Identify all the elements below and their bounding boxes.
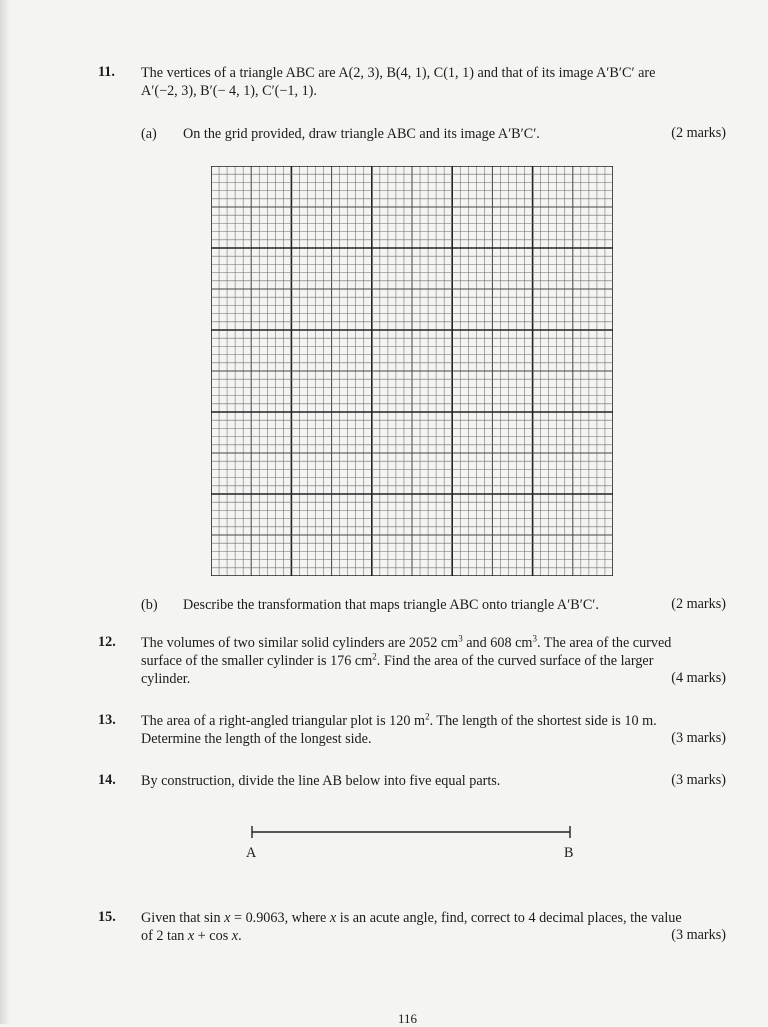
q15-variable: x bbox=[231, 928, 239, 944]
q12-superscript: 3 bbox=[458, 633, 463, 644]
page-edge-shadow bbox=[0, 0, 10, 1024]
q13-superscript: 2 bbox=[425, 711, 430, 722]
question-11a-label: (a) bbox=[141, 126, 157, 142]
question-11-number: 11. bbox=[98, 64, 115, 80]
q12-text-part: The volumes of two similar solid cylinders are 2052 cm bbox=[141, 635, 459, 651]
line-ab[interactable] bbox=[245, 822, 580, 842]
q13-text-part: . The length of the shortest side is 10 m. bbox=[429, 713, 657, 729]
question-15-text bbox=[141, 909, 731, 945]
q12-superscript: 2 bbox=[372, 651, 377, 662]
question-11a-text: On the grid provided, draw triangle ABC and its image A′B′C′. bbox=[183, 126, 540, 142]
question-11-line-1: The vertices of a triangle ABC are A(2, 3), B(4, 1), C(1, 1) and that of its image A′B′C′ are bbox=[141, 65, 656, 81]
question-13-number: 13. bbox=[98, 712, 116, 728]
q15-variable: x bbox=[187, 928, 195, 944]
q15-text-part: is an acute angle, find, correct to 4 decimal places, the value bbox=[336, 910, 682, 926]
q15-text-part: + cos bbox=[194, 928, 232, 944]
q15-variable: x bbox=[329, 910, 337, 926]
point-a-label: A bbox=[246, 845, 257, 861]
q15-text-part: of 2 tan bbox=[141, 928, 188, 944]
question-11b-marks: (2 marks) bbox=[671, 596, 726, 612]
q12-superscript: 3 bbox=[532, 633, 537, 644]
question-12-text bbox=[141, 634, 731, 688]
question-11a-marks: (2 marks) bbox=[671, 125, 726, 141]
question-11b-text: Describe the transformation that maps triangle ABC onto triangle A′B′C′. bbox=[183, 597, 599, 613]
page-number: 116 bbox=[398, 1011, 418, 1026]
question-14-marks: (3 marks) bbox=[671, 772, 726, 788]
graph-grid[interactable] bbox=[211, 166, 613, 576]
q15-text-part: . bbox=[238, 928, 242, 944]
q12-text-part: . The area of the curved bbox=[536, 635, 672, 651]
q12-text-part: and 608 cm bbox=[462, 635, 533, 651]
q15-text-part: Given that sin bbox=[141, 910, 225, 926]
question-15-marks: (3 marks) bbox=[671, 927, 726, 943]
question-13-text bbox=[141, 712, 731, 748]
question-11-text bbox=[141, 64, 655, 100]
q12-text-part: . Find the area of the curved surface of the larger bbox=[376, 653, 654, 669]
q13-text-part: Determine the length of the longest side. bbox=[141, 731, 372, 747]
point-b-label: B bbox=[564, 845, 574, 861]
question-14-text: By construction, divide the line AB below into five equal parts. bbox=[141, 773, 501, 789]
q15-text-part: = 0.9063, where bbox=[230, 910, 330, 926]
question-12-marks: (4 marks) bbox=[671, 670, 726, 686]
q12-text-part: cylinder. bbox=[141, 671, 191, 687]
q13-text-part: The area of a right-angled triangular plot is 120 m bbox=[141, 713, 426, 729]
question-12-number: 12. bbox=[98, 634, 116, 650]
question-11-line-2: A′(−2, 3), B′(− 4, 1), C′(−1, 1). bbox=[141, 83, 317, 99]
question-11b-label: (b) bbox=[141, 597, 158, 613]
question-14-number: 14. bbox=[98, 772, 116, 788]
question-15-number: 15. bbox=[98, 909, 116, 925]
q15-variable: x bbox=[224, 910, 231, 926]
q12-text-part: surface of the smaller cylinder is 176 cm bbox=[141, 653, 373, 669]
question-13-marks: (3 marks) bbox=[671, 730, 726, 746]
